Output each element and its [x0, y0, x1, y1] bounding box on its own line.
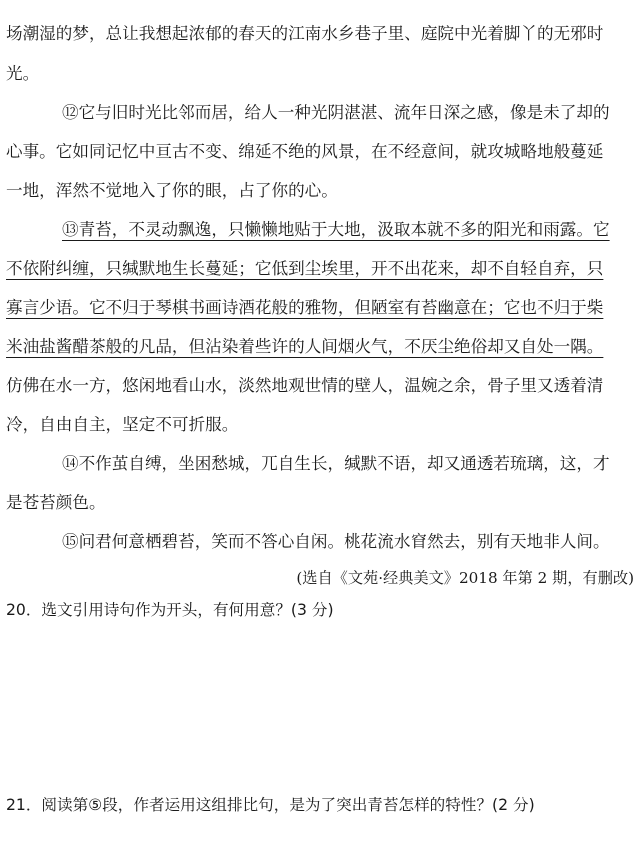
paragraph-11-line-2: 光。: [6, 64, 40, 83]
answer-space-21[interactable]: [6, 822, 634, 852]
paragraph-12-line-1: ⑫它与旧时光比邻而居，给人一种光阴湛湛、流年日深之感，像是未了却的: [62, 103, 610, 122]
paragraph-13-underlined-line-3: 寡言少语。它不归于琴棋书画诗酒花般的雅物，但陋室有苔幽意在；它也不归于柴: [6, 298, 604, 317]
answer-space-20[interactable]: [6, 628, 634, 788]
paragraph-13-line-6: 冷，自由自主，坚定不可折服。: [6, 415, 239, 434]
paragraph-12-line-3: 一地，浑然不觉地入了你的眼，占了你的心。: [6, 181, 338, 200]
source-citation: (选自《文苑·经典美文》2018 年第 2 期，有删改): [296, 569, 634, 587]
paragraph-13-line-5: 仿佛在水一方，悠闲地看山水，淡然地观世情的壁人，温婉之余，骨子里又透着清: [6, 376, 604, 395]
question-20: 20．选文引用诗句作为开头，有何用意？(3 分): [6, 601, 334, 619]
paragraph-14-line-2: 是苍苔颜色。: [6, 493, 106, 512]
paragraph-12-line-2: 心事。它如同记忆中亘古不变、绵延不绝的风景，在不经意间，就攻城略地般蔓延: [6, 142, 604, 161]
paragraph-13-underlined-line-2: 不依附纠缠，只缄默地生长蔓延；它低到尘埃里，开不出花来，却不自轻自弃，只: [6, 259, 604, 278]
paragraph-13-underlined-line-4: 米油盐酱醋茶般的凡品，但沾染着些许的人间烟火气，不厌尘绝俗却又自处一隅。: [6, 337, 604, 356]
paragraph-15-line-1: ⑮问君何意栖碧苔，笑而不答心自闲。桃花流水窅然去，别有天地非人间。: [62, 532, 610, 551]
question-21: 21．阅读第⑤段，作者运用这组排比句，是为了突出青苔怎样的特性？(2 分): [6, 796, 535, 814]
paragraph-11-line-1: 场潮湿的梦，总让我想起浓郁的春天的江南水乡巷子里、庭院中光着脚丫的无邪时: [6, 24, 604, 43]
paragraph-13-underlined-line-1: ⑬青苔，不灵动飘逸，只懒懒地贴于大地，汲取本就不多的阳光和雨露。它: [62, 220, 610, 239]
paragraph-14-line-1: ⑭不作茧自缚，坐困愁城，兀自生长，缄默不语，却又通透若琉璃，这，才: [62, 454, 610, 473]
